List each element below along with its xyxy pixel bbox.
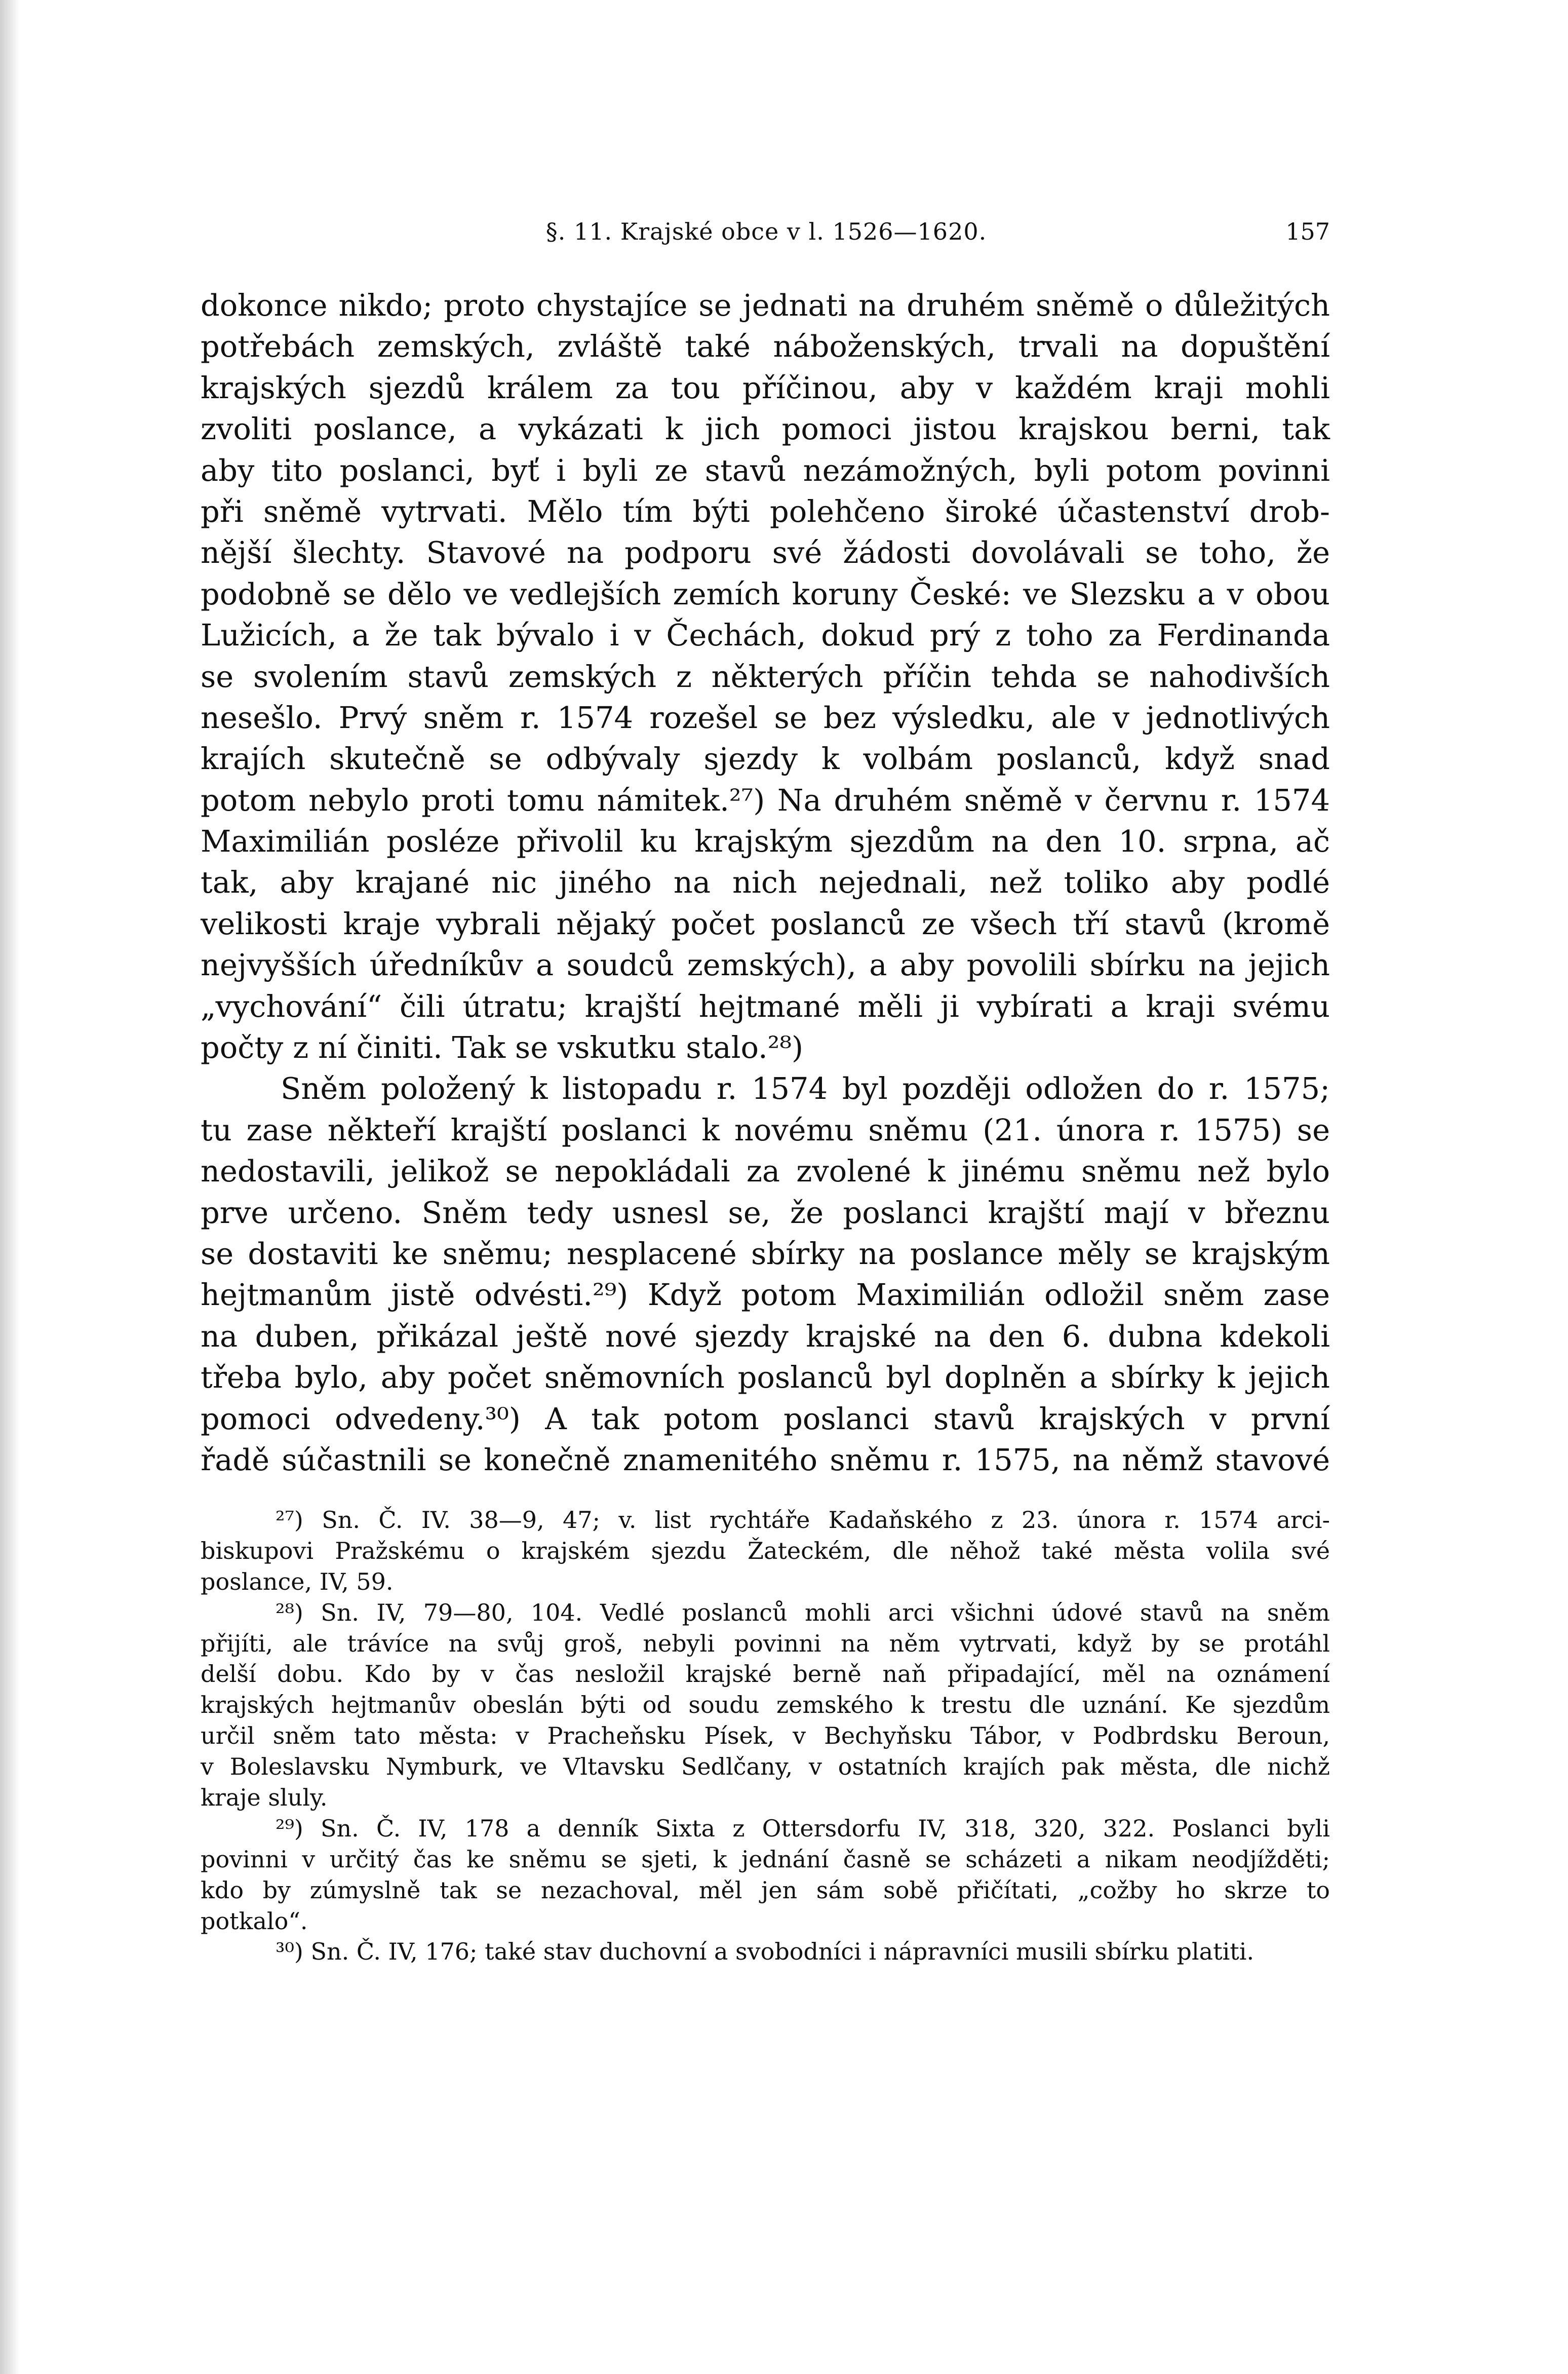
text-line: Maximilián posléze přivolil ku krajským sjezdům na den 10. srpna, ač (201, 824, 1330, 859)
footnote-line: v Boleslavsku Nymburk, ve Vltavsku Sedlčany, v ostatních krajích pak města, dle nichž (201, 1753, 1330, 1781)
footnote-line: ²⁸) Sn. IV, 79—80, 104. Vedlé poslanců mohli arci všichni údové stavů na sněm (276, 1598, 1330, 1626)
footnote-line: ³⁰) Sn. Č. IV, 176; také stav duchovní a svobodníci i nápravníci musili sbírku platiti. (276, 1938, 1255, 1966)
text-line: prve určeno. Sněm tedy usnesl se, že poslanci krajští mají v březnu (201, 1195, 1330, 1230)
footnote-line: poslance, IV, 59. (201, 1567, 394, 1595)
text-line: dokonce nikdo; proto chystajíce se jednati na druhém sněmě o důležitých (201, 288, 1330, 323)
footnote-line: delší dobu. Kdo by v čas nesložil krajské berně naň připadající, měl na oznámení (201, 1660, 1330, 1688)
text-line: Lužicích, a že tak bývalo i v Čechách, dokud prý z toho za Ferdinanda (201, 618, 1330, 653)
text-line: „vychování“ čili útratu; krajští hejtmané měli ji vybírati a kraji svému (201, 988, 1330, 1024)
footnote-line: krajských hejtmanův obeslán býti od soudu zemského k trestu dle uznání. Ke sjezdům (201, 1691, 1330, 1719)
text-line: řadě súčastnili se konečně znamenitého sněmu r. 1575, na němž stavové (201, 1442, 1330, 1477)
footnotes (201, 1505, 1330, 1967)
text-line: podobně se dělo ve vedlejších zemích koruny České: ve Slezsku a v obou (201, 576, 1330, 611)
text-line: tu zase někteří krajští poslanci k novému sněmu (21. února r. 1575) se (201, 1112, 1330, 1147)
text-line: potřebách zemských, zvláště také náboženských, trvali na dopuštění (201, 329, 1330, 364)
text-line: se dostaviti ke sněmu; nesplacené sbírky na poslance měly se krajským (201, 1236, 1330, 1271)
page-header (203, 218, 1330, 258)
text-line: potom nebylo proti tomu námitek.²⁷) Na druhém sněmě v červnu r. 1574 (201, 782, 1330, 818)
text-line: Sněm položený k listopadu r. 1574 byl později odložen do r. 1575; (281, 1071, 1330, 1106)
footnote-line: biskupovi Pražskému o krajském sjezdu Žateckém, dle něhož také města volila své (201, 1537, 1330, 1564)
footnote-line: povinni v určitý čas ke sněmu se sjeti, k jednání časně se scházeti a nikam neodjížděti; (201, 1845, 1330, 1873)
text-line: nejvyšších úředníkův a soudců zemských), a aby povolili sbírku na jejich (201, 947, 1330, 983)
running-head: §. 11. Krajské obce v l. 1526—1620. (545, 218, 987, 245)
footnote-line: určil sněm tato města: v Pracheňsku Písek, v Bechyňsku Tábor, v Podbrdsku Beroun, (201, 1722, 1330, 1750)
footnote-line: kraje sluly. (201, 1784, 328, 1812)
text-line: zvoliti poslance, a vykázati k jich pomoci jistou krajskou berni, tak (201, 411, 1330, 447)
footnote-line: ²⁷) Sn. Č. IV. 38—9, 47; v. list rychtáře Kadaňského z 23. února r. 1574 arci- (276, 1506, 1330, 1534)
text-line: při sněmě vytrvati. Mělo tím býti polehčeno široké účastenství drob- (201, 493, 1330, 529)
text-line: na duben, přikázal ještě nové sjezdy krajské na den 6. dubna kdekoli (201, 1318, 1330, 1354)
text-line: tak, aby krajané nic jiného na nich nejednali, než toliko aby podlé (201, 865, 1330, 900)
text-line: hejtmanům jistě odvésti.²⁹) Když potom Maximilián odložil sněm zase (201, 1277, 1330, 1313)
text-line: počty z ní činiti. Tak se vskutku stalo.²⁸) (201, 1030, 804, 1065)
text-line: nější šlechty. Stavové na podporu své žádosti dovolávali se toho, že (201, 535, 1330, 570)
footnote-line: ²⁹) Sn. Č. IV, 178 a denník Sixta z Ottersdorfu IV, 318, 320, 322. Poslanci byli (276, 1814, 1330, 1842)
page-number: 157 (1285, 218, 1330, 245)
text-line: pomoci odvedeny.³⁰) A tak potom poslanci stavů krajských v první (201, 1401, 1330, 1436)
text-line: velikosti kraje vybrali nějaký počet poslanců ze všech tří stavů (kromě (201, 906, 1330, 941)
footnote-line: kdo by zúmyslně tak se nezachoval, měl jen sám sobě přičítati, „cožby ho skrze to (201, 1876, 1330, 1904)
footnote-line: potkalo“. (201, 1907, 308, 1935)
text-line: nesešlo. Prvý sněm r. 1574 rozešel se bez výsledku, ale v jednotlivých (201, 700, 1330, 735)
page-edge-shadow (0, 0, 20, 2374)
text-line: krajských sjezdů králem za tou příčinou, aby v každém kraji mohli (201, 370, 1330, 405)
text-line: se svolením stavů zemských z některých příčin tehda se nahodivších (201, 659, 1330, 694)
main-text (201, 285, 1330, 1480)
text-line: třeba bylo, aby počet sněmovních poslanců byl doplněn a sbírky k jejich (201, 1360, 1330, 1395)
text-line: nedostavili, jelikož se nepokládali za zvolené k jinému sněmu než bylo (201, 1154, 1330, 1189)
text-line: krajích skutečně se odbývaly sjezdy k volbám poslanců, když snad (201, 741, 1330, 777)
footnote-line: přijíti, ale trávíce na svůj groš, nebyli povinni na něm vytrvati, když by se protáhl (201, 1629, 1330, 1657)
text-line: aby tito poslanci, byť i byli ze stavů nezámožných, byli potom povinni (201, 452, 1330, 488)
